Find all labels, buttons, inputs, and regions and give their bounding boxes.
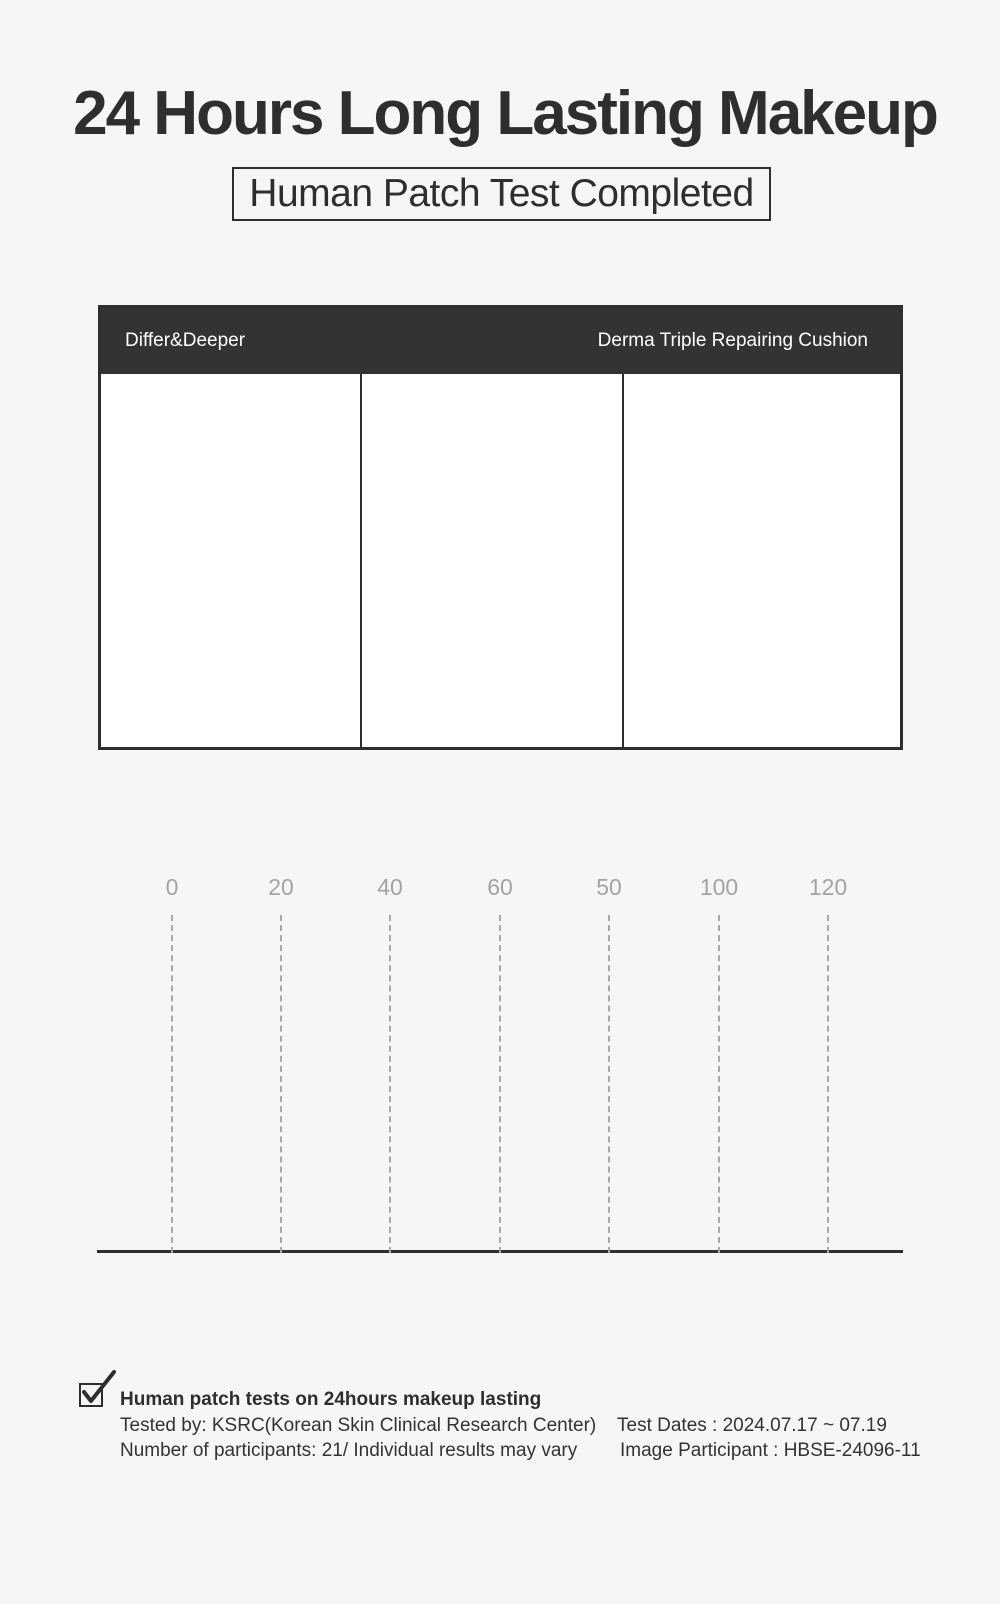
left-product-label: Differ&Deeper [125, 330, 246, 351]
timeline-tick-label: 40 [377, 874, 403, 900]
checkbox-check-icon [78, 1370, 118, 1410]
timeline-tick-label: 120 [808, 874, 848, 900]
timeline-gridline [827, 915, 829, 1253]
timeline-gridline [280, 915, 282, 1253]
timeline-gridline [389, 915, 391, 1253]
timeline-gridline [499, 915, 501, 1253]
subtitle-text: Human Patch Test Completed [249, 172, 754, 215]
footer-test-dates: Test Dates : 2024.07.17 ~ 07.19 [617, 1415, 887, 1436]
page-title: 24 Hours Long Lasting Makeup [73, 79, 937, 148]
timeline-gridline [608, 915, 610, 1253]
timeline-gridline [718, 915, 720, 1253]
timeline-gridline [171, 915, 173, 1253]
timeline-tick-label: 20 [268, 874, 294, 900]
timeline-tick-label: 100 [699, 874, 739, 900]
footer-image-participant: Image Participant : HBSE-24096-11 [620, 1440, 921, 1461]
footer-heading: Human patch tests on 24hours makeup lasting [120, 1389, 542, 1410]
footer-participants: Number of participants: 21/ Individual results may vary [120, 1440, 578, 1461]
timeline-tick-label: 0 [165, 874, 179, 900]
timeline-tick-label: 60 [487, 874, 513, 900]
right-product-label: Derma Triple Repairing Cushion [597, 330, 868, 351]
footer-tested-by: Tested by: KSRC(Korean Skin Clinical Research Center) [120, 1415, 597, 1436]
timeline-tick-label: 50 [596, 874, 622, 900]
